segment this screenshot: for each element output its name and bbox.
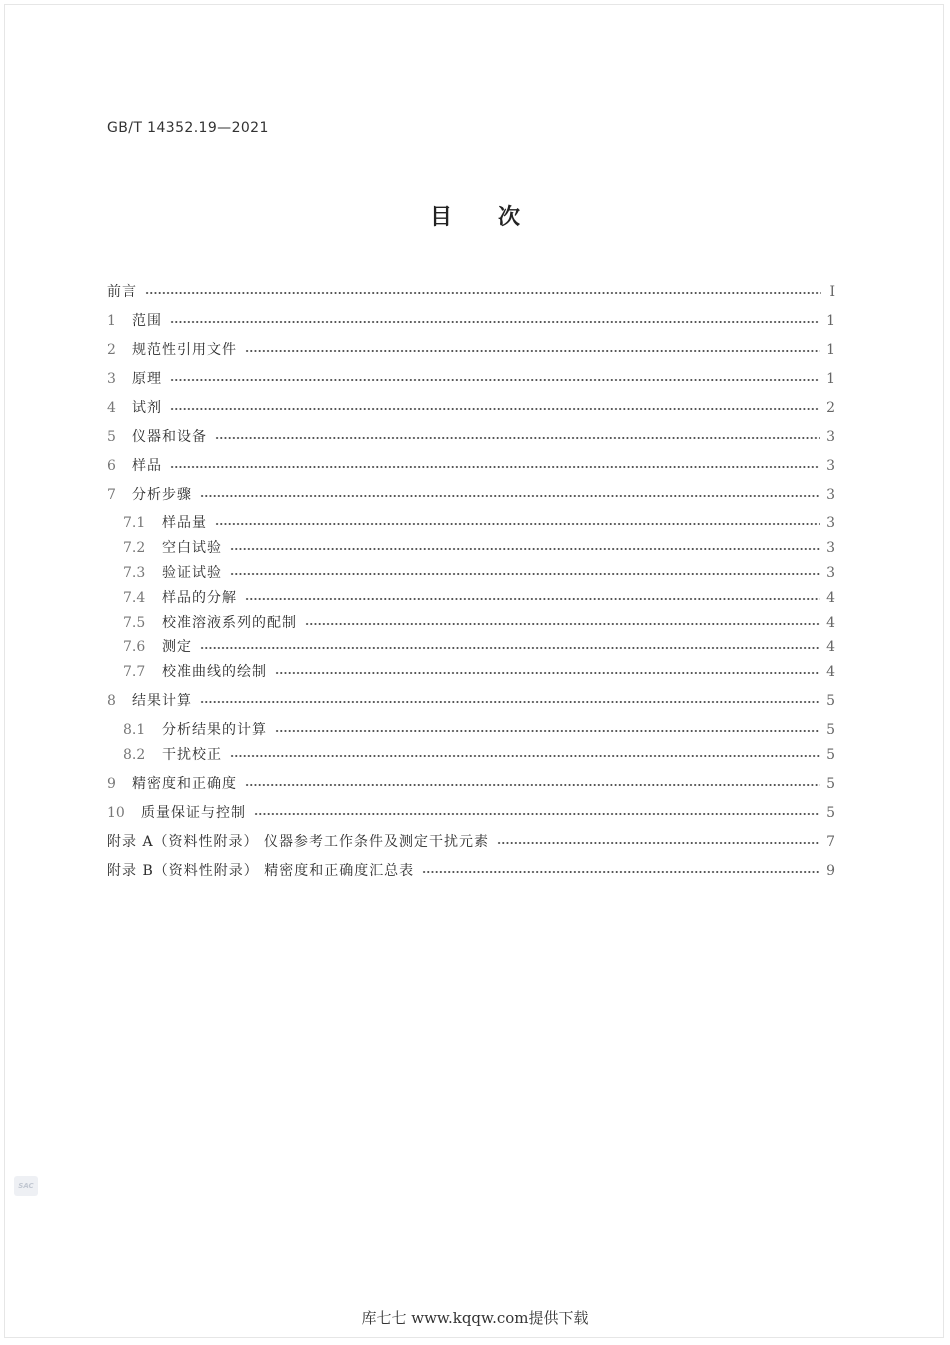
standard-code: GB/T 14352.19—2021 <box>107 120 269 136</box>
toc-label: 规范性引用文件 <box>132 342 237 358</box>
toc-number: 8 <box>107 693 116 709</box>
toc-number: 7.1 <box>123 515 146 531</box>
toc-page: 1 <box>826 342 835 358</box>
toc-number: 5 <box>107 429 116 445</box>
toc-label: 校准溶液系列的配制 <box>162 615 297 631</box>
dot-leader <box>245 349 820 353</box>
toc-label: 试剂 <box>132 400 162 416</box>
toc-entry-7-4[interactable] <box>107 587 835 607</box>
download-footer: 库七七 www.kqqw.com提供下载 <box>361 1309 589 1327</box>
toc-page: 5 <box>826 693 835 709</box>
toc-entry-7-5[interactable] <box>107 612 835 632</box>
toc-number: 2 <box>107 342 116 358</box>
toc-entry-appendix-a[interactable] <box>107 831 835 851</box>
toc-entry-7-6[interactable] <box>107 636 835 656</box>
toc-label: 原理 <box>132 371 162 387</box>
toc-number: 4 <box>107 400 116 416</box>
toc-label: 测定 <box>162 639 192 655</box>
sac-watermark-logo: SAC <box>14 1176 38 1196</box>
dot-leader <box>275 729 820 733</box>
dot-leader <box>305 622 820 626</box>
toc-page: 4 <box>826 664 835 680</box>
toc-page: 3 <box>826 565 835 581</box>
toc-page: 3 <box>826 487 835 503</box>
dot-leader <box>145 291 821 295</box>
toc-number: 7.5 <box>123 615 146 631</box>
dot-leader <box>230 754 820 758</box>
toc-label: 验证试验 <box>162 565 222 581</box>
toc-label: 范围 <box>132 313 162 329</box>
toc-label: 质量保证与控制 <box>141 805 246 821</box>
toc-label: 附录 A（资料性附录） 仪器参考工作条件及测定干扰元素 <box>107 834 490 850</box>
toc-entry-7-2[interactable] <box>107 537 835 557</box>
toc-number: 9 <box>107 776 116 792</box>
dot-leader <box>170 407 820 411</box>
toc-label: 附录 B（资料性附录） 精密度和正确度汇总表 <box>107 863 415 879</box>
toc-number: 3 <box>107 371 116 387</box>
toc-entry-8-1[interactable] <box>107 719 835 739</box>
toc-number: 7.4 <box>123 590 146 606</box>
toc-entry-4[interactable] <box>107 397 835 417</box>
toc-page: 5 <box>826 722 835 738</box>
toc-entry-5[interactable] <box>107 426 835 446</box>
toc-page: 1 <box>826 371 835 387</box>
toc-number: 10 <box>107 805 125 821</box>
toc-page: 4 <box>826 615 835 631</box>
dot-leader <box>200 646 820 650</box>
toc-title: 目次 <box>429 205 566 230</box>
dot-leader <box>275 671 820 675</box>
dot-leader <box>215 522 820 526</box>
dot-leader <box>497 841 820 845</box>
toc-label: 前言 <box>107 284 137 300</box>
toc-label: 样品的分解 <box>162 590 237 606</box>
toc-entry-3[interactable] <box>107 368 835 388</box>
dot-leader <box>245 783 820 787</box>
toc-entry-10[interactable] <box>107 802 835 822</box>
toc-number: 7.7 <box>123 664 146 680</box>
dot-leader <box>230 572 820 576</box>
toc-entry-6[interactable] <box>107 455 835 475</box>
toc-entry-8-2[interactable] <box>107 744 835 764</box>
dot-leader <box>170 465 820 469</box>
toc-entry-9[interactable] <box>107 773 835 793</box>
toc-label: 分析结果的计算 <box>162 722 267 738</box>
toc-page: 3 <box>826 515 835 531</box>
dot-leader <box>422 870 820 874</box>
toc-entry-2[interactable] <box>107 339 835 359</box>
dot-leader <box>200 494 820 498</box>
toc-number: 7.2 <box>123 540 146 556</box>
toc-page: 3 <box>826 429 835 445</box>
toc-page: 2 <box>826 400 835 416</box>
dot-leader <box>245 597 820 601</box>
toc-page: 4 <box>826 639 835 655</box>
toc-entry-7[interactable] <box>107 484 835 504</box>
dot-leader <box>170 320 820 324</box>
toc-number: 7.6 <box>123 639 146 655</box>
toc-entry-foreword[interactable] <box>107 281 835 301</box>
toc-number: 6 <box>107 458 116 474</box>
dot-leader <box>230 547 820 551</box>
dot-leader <box>215 436 820 440</box>
toc-label: 空白试验 <box>162 540 222 556</box>
toc-label: 分析步骤 <box>132 487 192 503</box>
toc-page: 9 <box>826 863 835 879</box>
toc-label: 样品量 <box>162 515 207 531</box>
toc-number: 7 <box>107 487 116 503</box>
toc-entry-7-1[interactable] <box>107 512 835 532</box>
toc-entry-7-3[interactable] <box>107 562 835 582</box>
toc-number: 8.1 <box>123 722 146 738</box>
toc-page: 7 <box>826 834 835 850</box>
toc-page: 5 <box>826 805 835 821</box>
toc-number: 7.3 <box>123 565 146 581</box>
toc-number: 8.2 <box>123 747 146 763</box>
toc-label: 精密度和正确度 <box>132 776 237 792</box>
toc-entry-7-7[interactable] <box>107 661 835 681</box>
dot-leader <box>254 812 820 816</box>
toc-page: 3 <box>826 540 835 556</box>
toc-entry-appendix-b[interactable] <box>107 860 835 880</box>
toc-label: 结果计算 <box>132 693 192 709</box>
toc-label: 样品 <box>132 458 162 474</box>
toc-page: 1 <box>826 313 835 329</box>
dot-leader <box>200 700 820 704</box>
toc-page: 3 <box>826 458 835 474</box>
toc-page: 5 <box>826 747 835 763</box>
toc-page: 4 <box>826 590 835 606</box>
toc-label: 干扰校正 <box>162 747 222 763</box>
toc-page: 5 <box>826 776 835 792</box>
dot-leader <box>170 378 820 382</box>
toc-entry-1[interactable] <box>107 310 835 330</box>
toc-page: I <box>829 284 835 300</box>
toc-number: 1 <box>107 313 116 329</box>
toc-label: 校准曲线的绘制 <box>162 664 267 680</box>
toc-label: 仪器和设备 <box>132 429 207 445</box>
toc-entry-8[interactable] <box>107 690 835 710</box>
